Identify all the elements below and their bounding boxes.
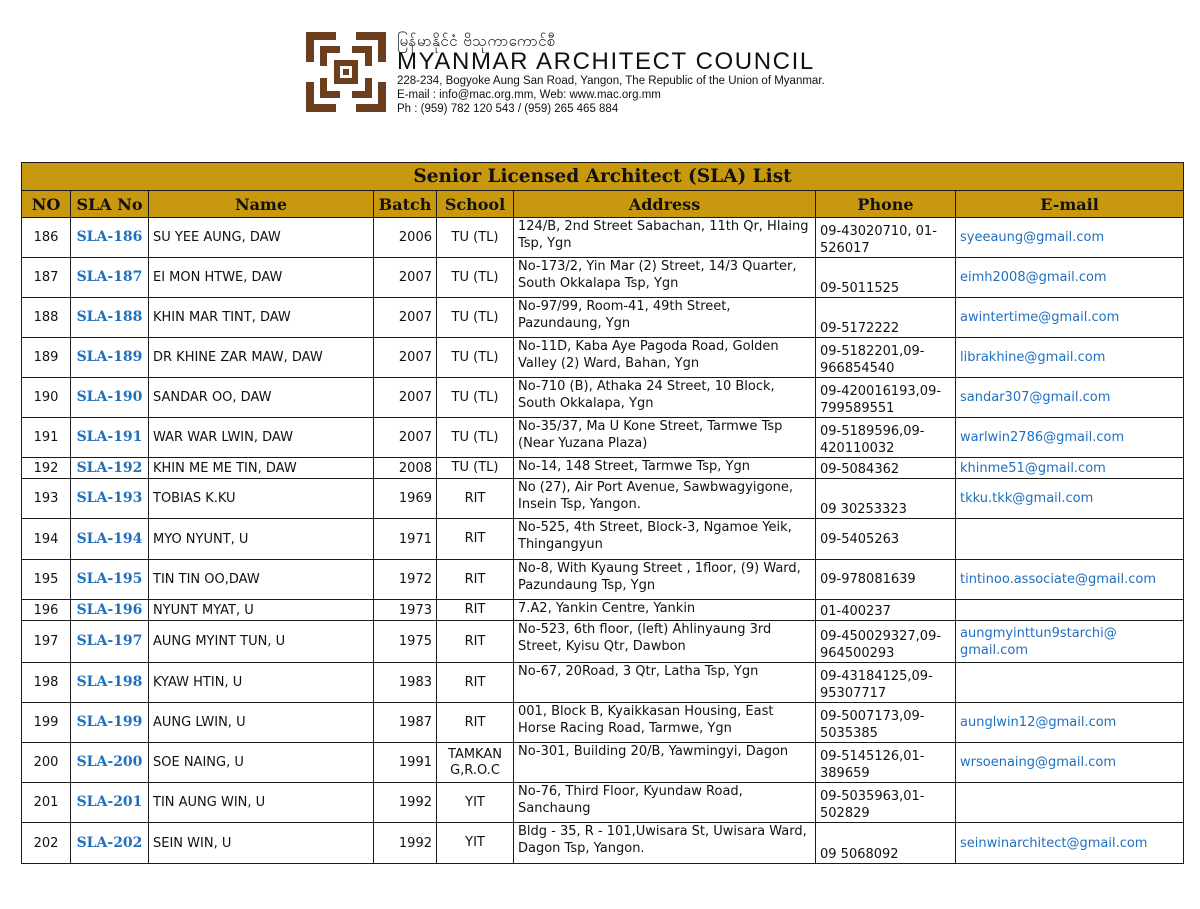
cell-address: No-710 (B), Athaka 24 Street, 10 Block, South Okkalapa, Ygn — [514, 378, 816, 418]
org-contact: E-mail : info@mac.org.mm, Web: www.mac.org.mm — [397, 89, 661, 101]
cell-school: RIT — [437, 600, 514, 621]
table-row — [22, 743, 1184, 783]
cell-batch: 2007 — [374, 378, 437, 418]
cell-sla-no: SLA-194 — [71, 519, 149, 560]
cell-address: No-173/2, Yin Mar (2) Street, 14/3 Quarter, South Okkalapa Tsp, Ygn — [514, 258, 816, 298]
table-row — [22, 338, 1184, 378]
cell-address: No (27), Air Port Avenue, Sawbwagyigone, Insein Tsp, Yangon. — [514, 479, 816, 519]
cell-no: 194 — [22, 519, 71, 560]
table-row — [22, 783, 1184, 823]
cell-batch: 1992 — [374, 823, 437, 864]
column-header-name: Name — [149, 191, 374, 218]
cell-name: TIN TIN OO,DAW — [149, 560, 374, 600]
org-local-name: မြန်မာနိုင်ငံ ဗိသုကာကောင်စီ — [397, 32, 556, 50]
cell-no: 190 — [22, 378, 71, 418]
column-header-school: School — [437, 191, 514, 218]
cell-school: YIT — [437, 823, 514, 864]
cell-phone: 09-450029327,09-964500293 — [816, 621, 956, 663]
column-header-sla-no: SLA No — [71, 191, 149, 218]
cell-sla-no: SLA-200 — [71, 743, 149, 783]
table-body — [22, 218, 1184, 864]
table-row — [22, 519, 1184, 560]
cell-name: MYO NYUNT, U — [149, 519, 374, 560]
column-header-batch: Batch — [374, 191, 437, 218]
table-row — [22, 218, 1184, 258]
cell-email[interactable]: aungmyinttun9starchi@ gmail.com — [956, 621, 1184, 663]
cell-sla-no: SLA-197 — [71, 621, 149, 663]
cell-email[interactable]: aunglwin12@gmail.com — [956, 703, 1184, 743]
cell-sla-no: SLA-201 — [71, 783, 149, 823]
cell-address: No-523, 6th floor, (left) Ahlinyaung 3rd Street, Kyisu Qtr, Dawbon — [514, 621, 816, 663]
cell-email[interactable]: seinwinarchitect@gmail.com — [956, 823, 1184, 864]
cell-no: 202 — [22, 823, 71, 864]
council-logo — [306, 32, 386, 112]
council-logo-icon — [306, 32, 386, 112]
cell-address: No-11D, Kaba Aye Pagoda Road, Golden Valley (2) Ward, Bahan, Ygn — [514, 338, 816, 378]
cell-no: 201 — [22, 783, 71, 823]
cell-email — [956, 783, 1184, 823]
cell-school: RIT — [437, 560, 514, 600]
cell-email[interactable]: sandar307@gmail.com — [956, 378, 1184, 418]
cell-name: KHIN ME ME TIN, DAW — [149, 458, 374, 479]
cell-school: RIT — [437, 703, 514, 743]
cell-name: KYAW HTIN, U — [149, 663, 374, 703]
cell-name: WAR WAR LWIN, DAW — [149, 418, 374, 458]
cell-sla-no: SLA-187 — [71, 258, 149, 298]
table-row — [22, 258, 1184, 298]
cell-address: Bldg - 35, R - 101,Uwisara St, Uwisara Ward, Dagon Tsp, Yangon. — [514, 823, 816, 864]
cell-sla-no: SLA-190 — [71, 378, 149, 418]
cell-phone: 09-5011525 — [816, 258, 956, 298]
table-row — [22, 458, 1184, 479]
cell-phone: 09-5007173,09-5035385 — [816, 703, 956, 743]
cell-phone: 09 5068092 — [816, 823, 956, 864]
cell-email — [956, 663, 1184, 703]
cell-address: No-525, 4th Street, Block-3, Ngamoe Yeik, Thingangyun — [514, 519, 816, 560]
table-row — [22, 378, 1184, 418]
column-header-phone: Phone — [816, 191, 956, 218]
cell-phone: 09-5084362 — [816, 458, 956, 479]
cell-sla-no: SLA-198 — [71, 663, 149, 703]
table-row — [22, 663, 1184, 703]
cell-name: SEIN WIN, U — [149, 823, 374, 864]
cell-phone: 09-978081639 — [816, 560, 956, 600]
cell-phone: 09-5035963,01-502829 — [816, 783, 956, 823]
table-row — [22, 298, 1184, 338]
cell-batch: 2007 — [374, 338, 437, 378]
cell-phone: 09-5172222 — [816, 298, 956, 338]
cell-batch: 2007 — [374, 298, 437, 338]
cell-no: 187 — [22, 258, 71, 298]
cell-name: SU YEE AUNG, DAW — [149, 218, 374, 258]
table-row — [22, 479, 1184, 519]
cell-name: AUNG LWIN, U — [149, 703, 374, 743]
cell-address: No-97/99, Room-41, 49th Street, Pazundaung, Ygn — [514, 298, 816, 338]
cell-sla-no: SLA-188 — [71, 298, 149, 338]
cell-name: EI MON HTWE, DAW — [149, 258, 374, 298]
cell-sla-no: SLA-193 — [71, 479, 149, 519]
cell-address: No-8, With Kyaung Street , 1floor, (9) Ward, Pazundaung Tsp, Ygn — [514, 560, 816, 600]
cell-no: 196 — [22, 600, 71, 621]
cell-school: YIT — [437, 783, 514, 823]
cell-no: 197 — [22, 621, 71, 663]
table-row — [22, 823, 1184, 864]
cell-email[interactable]: eimh2008@gmail.com — [956, 258, 1184, 298]
cell-phone: 09-5145126,01-389659 — [816, 743, 956, 783]
cell-email[interactable]: khinme51@gmail.com — [956, 458, 1184, 479]
cell-batch: 1987 — [374, 703, 437, 743]
cell-name: TIN AUNG WIN, U — [149, 783, 374, 823]
cell-batch: 1973 — [374, 600, 437, 621]
cell-school: RIT — [437, 663, 514, 703]
cell-no: 192 — [22, 458, 71, 479]
table-header-row — [22, 191, 1184, 218]
letterhead — [306, 32, 926, 116]
cell-school: TU (TL) — [437, 218, 514, 258]
cell-no: 186 — [22, 218, 71, 258]
org-phone: Ph : (959) 782 120 543 / (959) 265 465 884 — [397, 103, 619, 115]
cell-name: KHIN MAR TINT, DAW — [149, 298, 374, 338]
cell-school: TU (TL) — [437, 338, 514, 378]
table-row — [22, 600, 1184, 621]
cell-batch: 1991 — [374, 743, 437, 783]
org-address: 228-234, Bogyoke Aung San Road, Yangon, The Republic of the Union of Myanmar. — [397, 75, 825, 87]
table-row — [22, 703, 1184, 743]
cell-school: RIT — [437, 621, 514, 663]
cell-address: No-14, 148 Street, Tarmwe Tsp, Ygn — [514, 458, 816, 479]
cell-sla-no: SLA-189 — [71, 338, 149, 378]
cell-batch: 1969 — [374, 479, 437, 519]
organization-info — [397, 32, 825, 116]
cell-name: NYUNT MYAT, U — [149, 600, 374, 621]
cell-email[interactable]: syeeaung@gmail.com — [956, 218, 1184, 258]
cell-no: 199 — [22, 703, 71, 743]
cell-batch: 2006 — [374, 218, 437, 258]
cell-phone: 09 30253323 — [816, 479, 956, 519]
cell-name: SANDAR OO, DAW — [149, 378, 374, 418]
cell-batch: 1972 — [374, 560, 437, 600]
cell-no: 198 — [22, 663, 71, 703]
cell-phone: 09-5189596,09-420110032 — [816, 418, 956, 458]
cell-address: 124/B, 2nd Street Sabachan, 11th Qr, Hlaing Tsp, Ygn — [514, 218, 816, 258]
cell-school: RIT — [437, 479, 514, 519]
cell-school: TU (TL) — [437, 378, 514, 418]
table-row — [22, 621, 1184, 663]
cell-batch: 1983 — [374, 663, 437, 703]
cell-phone: 09-43020710, 01-526017 — [816, 218, 956, 258]
cell-phone: 09-5182201,09-966854540 — [816, 338, 956, 378]
sla-table — [21, 162, 1184, 864]
column-header-no: NO — [22, 191, 71, 218]
cell-batch: 2007 — [374, 258, 437, 298]
cell-address: No-35/37, Ma U Kone Street, Tarmwe Tsp (Near Yuzana Plaza) — [514, 418, 816, 458]
cell-no: 191 — [22, 418, 71, 458]
cell-sla-no: SLA-199 — [71, 703, 149, 743]
cell-sla-no: SLA-192 — [71, 458, 149, 479]
table-row — [22, 560, 1184, 600]
cell-email[interactable]: librakhine@gmail.com — [956, 338, 1184, 378]
cell-sla-no: SLA-186 — [71, 218, 149, 258]
cell-batch: 1975 — [374, 621, 437, 663]
cell-no: 195 — [22, 560, 71, 600]
cell-email[interactable]: tkku.tkk@gmail.com — [956, 479, 1184, 519]
cell-email[interactable]: wrsoenaing@gmail.com — [956, 743, 1184, 783]
column-header-email: E-mail — [956, 191, 1184, 218]
cell-name: SOE NAING, U — [149, 743, 374, 783]
cell-school: TU (TL) — [437, 418, 514, 458]
cell-sla-no: SLA-196 — [71, 600, 149, 621]
cell-email[interactable]: awintertime@gmail.com — [956, 298, 1184, 338]
cell-email[interactable]: warlwin2786@gmail.com — [956, 418, 1184, 458]
cell-school: TU (TL) — [437, 458, 514, 479]
cell-school: RIT — [437, 519, 514, 560]
table-row — [22, 418, 1184, 458]
cell-no: 189 — [22, 338, 71, 378]
cell-school: TU (TL) — [437, 298, 514, 338]
cell-phone: 09-420016193,09-799589551 — [816, 378, 956, 418]
cell-name: TOBIAS K.KU — [149, 479, 374, 519]
cell-address: No-76, Third Floor, Kyundaw Road, Sanchaung — [514, 783, 816, 823]
cell-phone: 09-5405263 — [816, 519, 956, 560]
cell-no: 200 — [22, 743, 71, 783]
table-title: Senior Licensed Architect (SLA) List — [22, 163, 1184, 191]
table-title-row — [22, 163, 1184, 191]
cell-email[interactable]: tintinoo.associate@gmail.com — [956, 560, 1184, 600]
cell-sla-no: SLA-202 — [71, 823, 149, 864]
org-name: MYANMAR ARCHITECT COUNCIL — [397, 48, 815, 75]
cell-phone: 09-43184125,09-95307717 — [816, 663, 956, 703]
cell-batch: 1971 — [374, 519, 437, 560]
cell-address: No-67, 20Road, 3 Qtr, Latha Tsp, Ygn — [514, 663, 816, 703]
cell-school: TAMKAN G,R.O.C — [437, 743, 514, 783]
column-header-address: Address — [514, 191, 816, 218]
cell-name: DR KHINE ZAR MAW, DAW — [149, 338, 374, 378]
cell-no: 188 — [22, 298, 71, 338]
cell-school: TU (TL) — [437, 258, 514, 298]
cell-address: No-301, Building 20/B, Yawmingyi, Dagon — [514, 743, 816, 783]
cell-address: 7.A2, Yankin Centre, Yankin — [514, 600, 816, 621]
cell-sla-no: SLA-191 — [71, 418, 149, 458]
cell-email — [956, 600, 1184, 621]
cell-name: AUNG MYINT TUN, U — [149, 621, 374, 663]
cell-no: 193 — [22, 479, 71, 519]
cell-batch: 2007 — [374, 418, 437, 458]
cell-batch: 2008 — [374, 458, 437, 479]
cell-sla-no: SLA-195 — [71, 560, 149, 600]
cell-address: 001, Block B, Kyaikkasan Housing, East Horse Racing Road, Tarmwe, Ygn — [514, 703, 816, 743]
cell-batch: 1992 — [374, 783, 437, 823]
cell-phone: 01-400237 — [816, 600, 956, 621]
cell-email — [956, 519, 1184, 560]
